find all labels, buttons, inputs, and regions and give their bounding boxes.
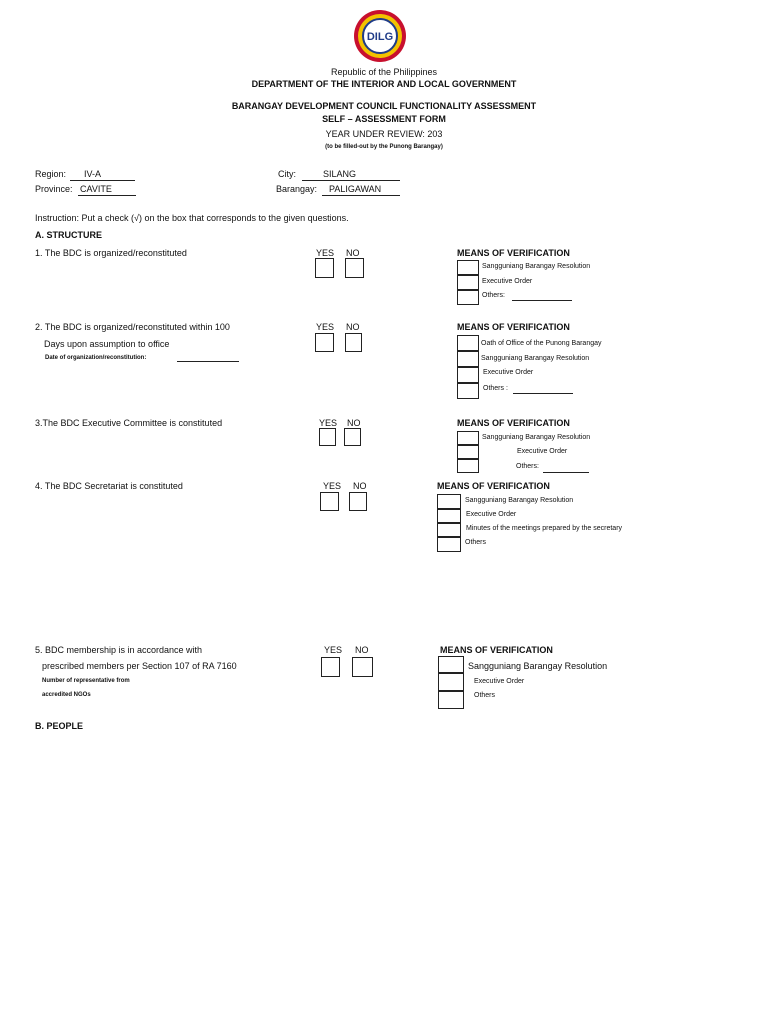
barangay-line: [322, 195, 400, 196]
q1-yes-label: YES: [316, 248, 335, 258]
q1-others-line[interactable]: [512, 300, 572, 301]
q3-yes-label: YES: [319, 418, 338, 428]
q2-mov-option-3: Executive Order: [483, 369, 534, 376]
q5-mov-option-3: Others: [474, 692, 496, 699]
q1-mov-checkbox-1[interactable]: [457, 260, 479, 275]
q2-yes-label: YES: [316, 322, 335, 332]
q3-mov-option-2: Executive Order: [517, 448, 568, 455]
svg-text:DILG: DILG: [366, 31, 394, 43]
instruction-text: Instruction: Put a check (√) on the box that corresponds to the given questions.: [35, 213, 349, 223]
q5-mov-option-1: Sangguniang Barangay Resolution: [468, 661, 608, 671]
q3-mov-heading: MEANS OF VERIFICATION: [457, 418, 570, 428]
q4-yes-label: YES: [323, 481, 342, 491]
q1-mov-checkbox-2[interactable]: [457, 275, 479, 290]
year-under-review: YEAR UNDER REVIEW: 203: [325, 129, 443, 139]
form-subtitle: SELF – ASSESSMENT FORM: [322, 114, 446, 124]
q4-mov-option-2: Executive Order: [466, 511, 517, 518]
city-line: [302, 180, 400, 181]
q2-others-line[interactable]: [513, 393, 573, 394]
barangay-value[interactable]: PALIGAWAN: [329, 184, 382, 194]
q2-mov-checkbox-4[interactable]: [457, 383, 479, 399]
q1-yes-checkbox[interactable]: [315, 258, 334, 278]
q4-yes-checkbox[interactable]: [320, 492, 339, 511]
q3-yes-checkbox[interactable]: [319, 428, 336, 446]
q5-mov-checkbox-1[interactable]: [438, 656, 464, 673]
region-value[interactable]: IV-A: [84, 169, 102, 179]
q2-date-label: Date of organization/reconstitution:: [45, 355, 147, 361]
q5-mov-heading: MEANS OF VERIFICATION: [440, 645, 553, 655]
q4-no-checkbox[interactable]: [349, 492, 367, 511]
q2-no-checkbox[interactable]: [345, 333, 362, 352]
q5-yes-checkbox[interactable]: [321, 657, 340, 677]
dilg-seal-logo: [353, 9, 407, 63]
q1-no-checkbox[interactable]: [345, 258, 364, 278]
q2-mov-checkbox-3[interactable]: [457, 367, 479, 383]
q4-mov-checkbox-1[interactable]: [437, 494, 461, 509]
q3-mov-option-1: Sangguniang Barangay Resolution: [482, 434, 591, 441]
q5-no-label: NO: [355, 645, 369, 655]
province-line: [78, 195, 136, 196]
q4-mov-option-3: Minutes of the meetings prepared by the secretary: [466, 525, 623, 532]
city-value[interactable]: SILANG: [323, 169, 357, 179]
q1-no-label: NO: [346, 248, 360, 258]
q3-mov-option-3: Others:: [516, 463, 539, 470]
q4-text: 4. The BDC Secretariat is constituted: [35, 481, 183, 491]
q1-mov-heading: MEANS OF VERIFICATION: [457, 248, 570, 258]
q1-text: 1. The BDC is organized/reconstituted: [35, 248, 187, 258]
q4-mov-checkbox-3[interactable]: [437, 523, 461, 537]
region-line: [70, 180, 135, 181]
q2-mov-heading: MEANS OF VERIFICATION: [457, 322, 570, 332]
q2-mov-option-1: Oath of Office of the Punong Barangay: [481, 340, 602, 347]
q4-mov-option-1: Sangguniang Barangay Resolution: [465, 497, 574, 504]
q5-mov-checkbox-2[interactable]: [438, 673, 464, 691]
q4-mov-option-4: Others: [465, 539, 487, 546]
q2-date-line[interactable]: [177, 361, 239, 362]
q2-mov-option-4: Others :: [483, 385, 508, 392]
fill-note: (to be filled-out by the Punong Barangay): [325, 144, 443, 150]
q5-mov-option-2: Executive Order: [474, 678, 525, 685]
q1-mov-checkbox-3[interactable]: [457, 290, 479, 305]
q2-no-label: NO: [346, 322, 360, 332]
q3-no-label: NO: [347, 418, 361, 428]
section-a-heading: A. STRUCTURE: [35, 230, 102, 240]
q1-mov-option-3: Others:: [482, 292, 505, 299]
q2-yes-checkbox[interactable]: [315, 333, 334, 352]
form-title: BARANGAY DEVELOPMENT COUNCIL FUNCTIONALITY ASSESSMENT: [231, 101, 537, 111]
province-label: Province:: [35, 184, 73, 194]
q5-yes-label: YES: [324, 645, 343, 655]
q3-mov-checkbox-1[interactable]: [457, 431, 479, 445]
q2-mov-option-2: Sangguniang Barangay Resolution: [481, 355, 590, 362]
barangay-label: Barangay:: [276, 184, 318, 194]
section-b-heading: B. PEOPLE: [35, 721, 84, 731]
q4-mov-checkbox-4[interactable]: [437, 537, 461, 552]
q3-mov-checkbox-3[interactable]: [457, 459, 479, 473]
q2-text-2: Days upon assumption to office: [44, 339, 170, 349]
q3-no-checkbox[interactable]: [344, 428, 361, 446]
province-value[interactable]: CAVITE: [80, 184, 112, 194]
q3-others-line[interactable]: [543, 472, 589, 473]
republic-text: Republic of the Philippines: [330, 67, 438, 77]
q3-text: 3.The BDC Executive Committee is constituted: [35, 418, 223, 428]
q1-mov-option-1: Sangguniang Barangay Resolution: [482, 263, 591, 270]
q5-sub-2: accredited NGOs: [42, 692, 91, 698]
q2-text: 2. The BDC is organized/reconstituted within 100: [35, 322, 230, 332]
q1-mov-option-2: Executive Order: [482, 278, 533, 285]
q4-mov-checkbox-2[interactable]: [437, 509, 461, 523]
q5-mov-checkbox-3[interactable]: [438, 691, 464, 709]
q5-text: 5. BDC membership is in accordance with: [35, 645, 203, 655]
city-label: City:: [278, 169, 296, 179]
q4-no-label: NO: [353, 481, 367, 491]
region-label: Region:: [35, 169, 67, 179]
q5-text-2: prescribed members per Section 107 of RA 7160: [42, 661, 237, 671]
q3-mov-checkbox-2[interactable]: [457, 445, 479, 459]
q2-mov-checkbox-2[interactable]: [457, 351, 479, 367]
department-title: DEPARTMENT OF THE INTERIOR AND LOCAL GOVERNMENT: [251, 79, 517, 89]
q5-sub-1: Number of representative from: [42, 678, 130, 684]
q5-no-checkbox[interactable]: [352, 657, 373, 677]
q2-mov-checkbox-1[interactable]: [457, 335, 479, 351]
q4-mov-heading: MEANS OF VERIFICATION: [437, 481, 550, 491]
